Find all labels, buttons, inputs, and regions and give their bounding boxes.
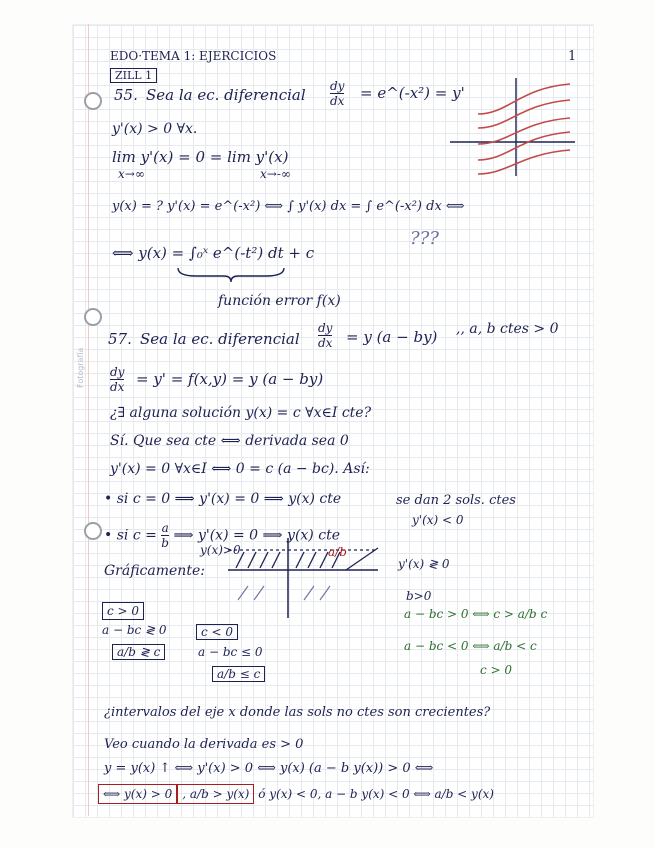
book-tag: ZILL 1 [110,68,157,83]
problem-statement: Sea la ec. diferencial [140,330,300,348]
underbrace [176,266,286,284]
phase-line-sketch [228,530,388,620]
derivative-positive: y'(x) > 0 ∀x. [112,121,198,137]
constants-note: ,, a, b ctes > 0 [456,321,559,337]
binder-hole [84,308,102,326]
increasing-condition: y = y(x) ↑ ⟺ y'(x) > 0 ⟺ y(x) (a − b y(x)) > 0 ⟺ [104,761,434,776]
sidebar-label: Fotografía [76,347,85,388]
derivative-fraction: $\frac{dy}{dx}$ [318,321,333,350]
page-number: 1 [568,49,577,64]
case-box-frac: a/b ≷ c [112,644,165,660]
ode-equation: = y (a − by) [346,328,438,346]
graph-a-over-b: a/b [328,545,347,559]
limit-subscript: x→∞ [118,167,145,181]
slope-field-sketch [450,70,580,180]
graph-top-label: y(x)>0 [200,543,241,557]
final-conditions: ⟺ y(x) > 0 , a/b > y(x) ó y(x) < 0, a − b y(x) < 0 ⟺ a/b < y(x) [98,788,494,800]
derivative-fraction: $\frac{dy}{dx}$ [110,365,125,394]
limit-subscript: x→-∞ [260,167,291,181]
graph-label: Gráficamente: [104,563,205,579]
case-box-positive: c > 0 [102,602,144,620]
margin-line [88,24,89,816]
graph-note-neg: y'(x) < 0 [412,513,464,527]
graph-note-pos: y'(x) ≷ 0 [398,557,450,571]
binder-hole [84,522,102,540]
case-c-zero: • si c = 0 ⟹ y'(x) = 0 ⟹ y(x) cte [104,491,342,507]
constant-solution-question: ¿∃ alguna solución y(x) = c ∀x∈I cte? [110,405,372,421]
case-box-line: a − bc ≷ 0 [102,623,167,637]
ode-restated: = y' = f(x,y) = y (a − by) [136,370,324,388]
case-box-frac: a/b ≤ c [212,666,265,682]
constant-solution-answer: Sí. Que sea cte ⟺ derivada sea 0 [110,433,349,449]
limit-statement: lim y'(x) = 0 = lim y'(x) [112,148,289,166]
solution-question: y(x) = ? y'(x) = e^(-x²) ⟺ ∫ y'(x) dx = ∫ e^(-x²) dx ⟺ [112,199,465,214]
problem-number: 55. [114,86,138,104]
case-box-line: a − bc ≤ 0 [198,645,263,659]
ode-equation: = e^(-x²) = y' [360,84,465,102]
case-box-negative: c < 0 [196,624,238,640]
problem-number: 57. [108,330,132,348]
graph-note-b: b>0 [406,589,432,603]
problem-statement: Sea la ec. diferencial [146,86,306,104]
intervals-question: ¿intervalos del eje x donde las sols no ctes son crecientes? [104,705,491,720]
error-function-label: función error f(x) [218,293,341,309]
two-constant-solutions: se dan 2 sols. ctes [396,493,516,508]
green-note: c > 0 [480,663,513,677]
derivative-positive-note: Veo cuando la derivada es > 0 [104,737,304,752]
derivative-fraction: $\frac{dy}{dx}$ [330,79,345,108]
integral-solution: ⟺ y(x) = ∫₀ˣ e^(-t²) dt + c [112,244,315,262]
question-marks: ??? [410,228,439,249]
green-note: a − bc > 0 ⟺ c > a/b c [404,607,548,621]
green-note: a − bc < 0 ⟺ a/b < c [404,639,537,653]
case-c-a-over-b: • si c = $\frac{a}{b}$ ⟹ y'(x) = 0 ⟹ y(x) cte [104,521,340,550]
binder-hole [84,92,102,110]
page-title: EDO·TEMA 1: EJERCICIOS [110,49,277,63]
derivative-zero-condition: y'(x) = 0 ∀x∈I ⟺ 0 = c (a − bc). Así: [110,461,370,477]
